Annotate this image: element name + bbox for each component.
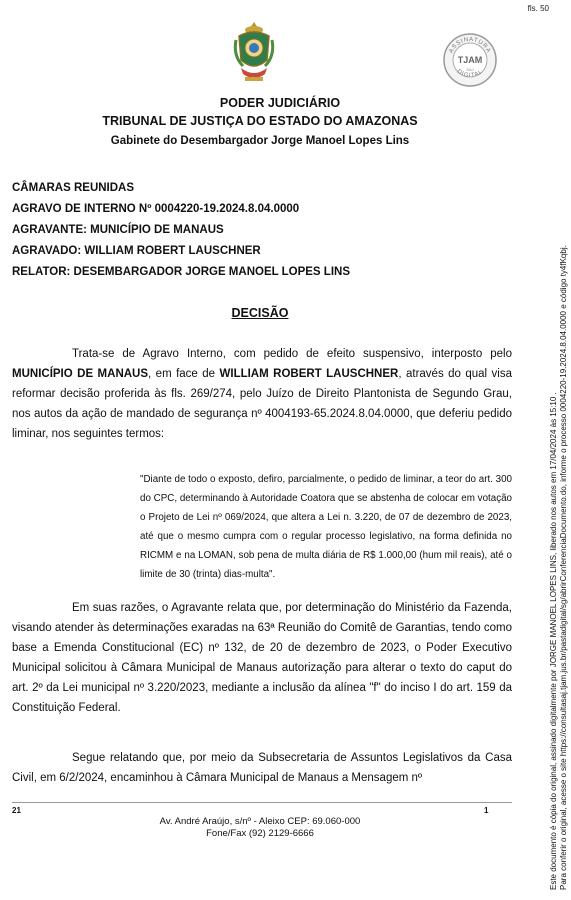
paragraph-1-text-e: , através do qual visa reformar decisão proferida às fls. 269/274, pelo Juízo de Direito Plantonista de Segundo Grau, nos autos da ação de mandado de segurança nº 4004193-65.2024.8.04.0000, que deferiu pedido liminar, nos seguintes termos:: [12, 368, 513, 440]
footer-address-line: Av. André Araújo, s/nº - Aleixo CEP: 69.060-000: [159, 816, 361, 827]
footer-address: [0, 816, 520, 840]
stamp-bottom-text: DIGITAL: [455, 68, 485, 80]
case-appeal-number: AGRAVO DE INTERNO Nº 0004220-19.2024.8.04.0000: [12, 203, 300, 215]
page-number: fls. 50: [527, 4, 549, 13]
case-info: [12, 178, 502, 283]
paragraph-1-text-a: Trata-se de Agravo Interno, com pedido de efeito suspensivo, interposto pelo: [72, 348, 512, 360]
coat-of-arms-icon: [233, 20, 275, 86]
stamp-sub-text: SAJ: [466, 67, 474, 72]
quoted-decision: "Diante de todo o exposto, defiro, parcialmente, o pedido de liminar, a teor do art. 300 do CPC, determinando à Autoridade Coatora que se abstenha de colocar em votação o Projeto de Lei nº 069/2024, que altera a Lei n. 3.220, de 07 de dezembro de 2023, até que o mesmo cumpra com o regular processo legislativo, na forma definida no RICMM e na LOMAN, sob pena de multa diária de R$ 1.000,00 (hum mil reais), até o limite de 30 (trinta) dias-multa".: [140, 474, 512, 580]
footer-left-number: 21: [12, 806, 21, 815]
side-verification-text: [549, 10, 569, 890]
side-text-line-2: Para conferir o original, acesse o site https://consultasaj.tjam.jus.br/pastadigital/sg/abrirConferenciaDocumento.do, informe o processo 0004220-19.2024.8.04.0000 e código ty4fKqbj.: [559, 245, 568, 890]
side-text-line-1: Este documento é cópia do original, assinado digitalmente por JORGE MANOEL LOPES LINS, liberado nos autos em 17/04/2024 às 15:10 .: [549, 392, 558, 890]
digital-signature-stamp: [442, 32, 498, 88]
stamp-top-text: ASSINATURA: [448, 36, 492, 55]
footer-divider: [12, 802, 512, 803]
paragraph-1-text-c: , em face de: [148, 368, 220, 380]
case-rapporteur: RELATOR: DESEMBARGADOR JORGE MANOEL LOPES LINS: [12, 266, 350, 278]
paragraph-2: Em suas razões, o Agravante relata que, por determinação do Ministério da Fazenda, visando atender às determinações exaradas na 63ª Reunião do Comitê de Garantias, tendo como base a Emenda Constitucional (EC) nº 132, de 20 de dezembro de 2023, o Poder Executivo Municipal solicitou à Câmara Municipal de Manaus autorização para alterar o texto do caput do art. 2º da Lei municipal nº 3.220/2023, mediante a inclusão da alínea "f" do inciso I do art. 159 da Constituição Federal.: [12, 602, 512, 714]
paragraph-3: Segue relatando que, por meio da Subsecretaria de Assuntos Legislativos da Casa Civil, em 6/2/2024, encaminhou à Câmara Municipal de Manaus a Mensagem nº: [12, 752, 512, 784]
footer-right-number: 1: [484, 806, 489, 815]
case-court: CÂMARAS REUNIDAS: [12, 182, 135, 194]
case-appellee: AGRAVADO: WILLIAM ROBERT LAUSCHNER: [12, 245, 261, 257]
header-line-3: Gabinete do Desembargador Jorge Manoel Lopes Lins: [110, 135, 410, 147]
stamp-center-text: TJAM: [457, 55, 483, 65]
paragraph-1: [12, 344, 512, 444]
document-header: [0, 96, 520, 147]
header-line-2: TRIBUNAL DE JUSTIÇA DO ESTADO DO AMAZONAS: [102, 114, 418, 128]
paragraph-1-appellee: WILLIAM ROBERT LAUSCHNER: [219, 368, 399, 380]
paragraph-1-appellant: MUNICÍPIO DE MANAUS: [12, 368, 149, 380]
footer-phone-line: Fone/Fax (92) 2129-6666: [206, 828, 314, 839]
case-appellant: AGRAVANTE: MUNICÍPIO DE MANAUS: [12, 224, 224, 236]
decision-title: DECISÃO: [231, 306, 289, 320]
header-line-1: PODER JUDICIÁRIO: [219, 96, 341, 110]
